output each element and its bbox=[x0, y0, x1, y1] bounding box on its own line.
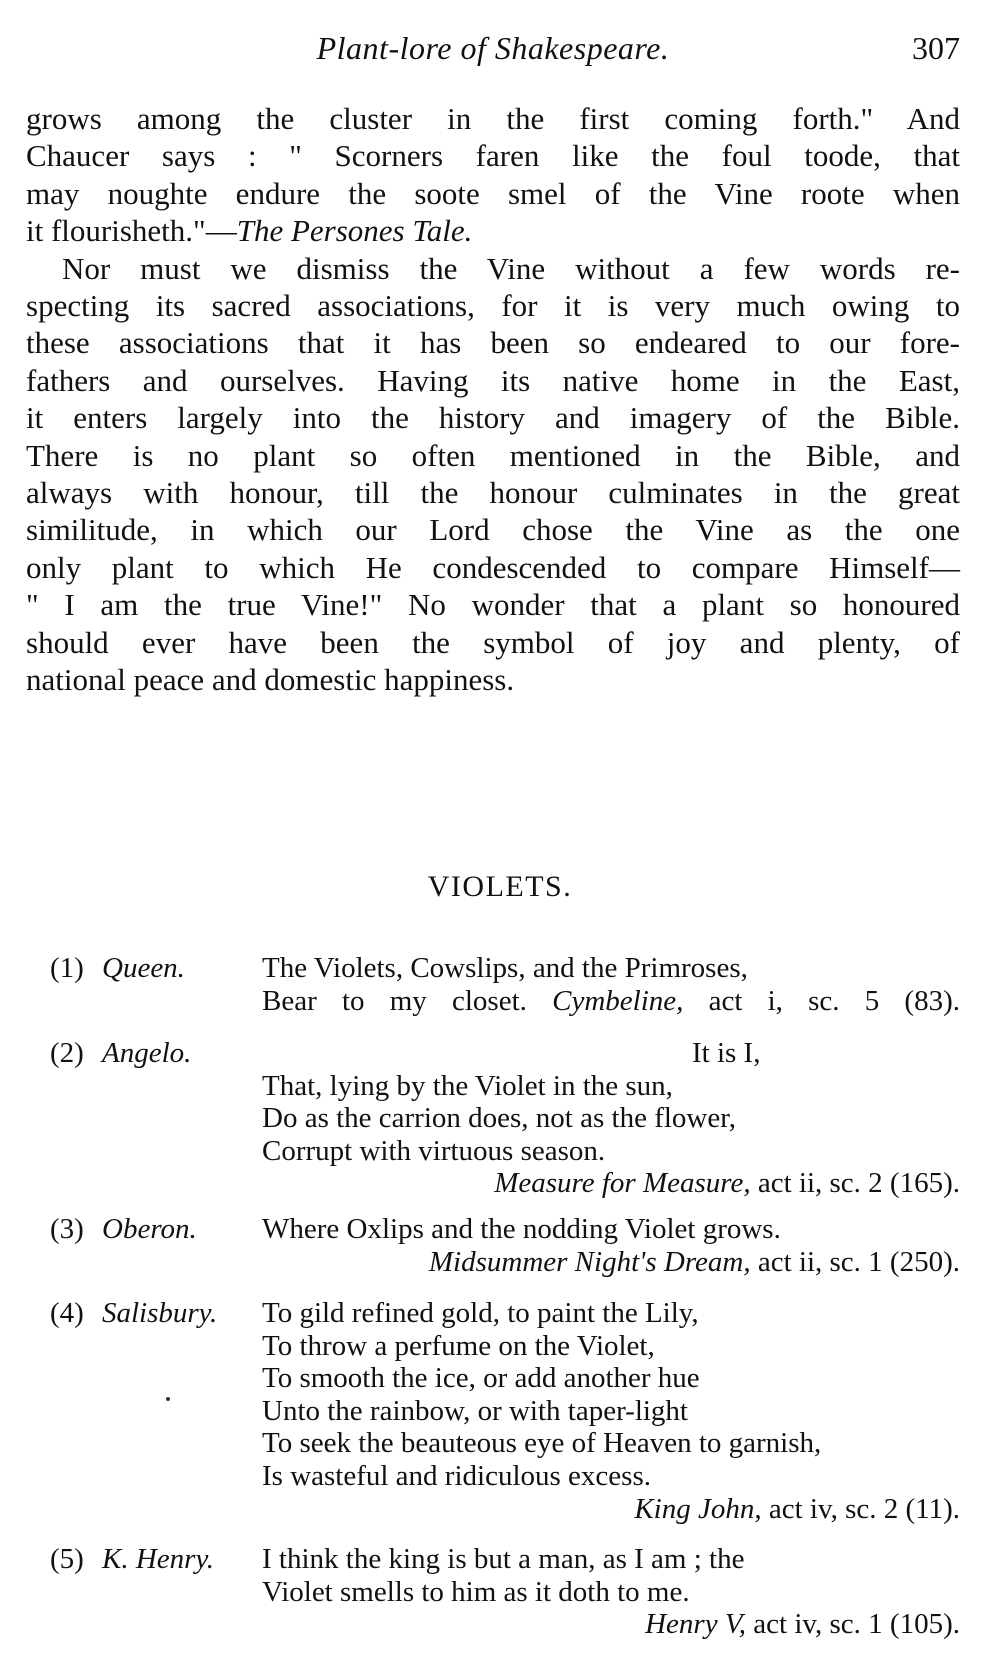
paragraph-2-line-11: should ever have been the symbol of joy and plenty, of bbox=[26, 624, 960, 660]
quote-number: (1) bbox=[50, 952, 84, 984]
source-citation bbox=[262, 1608, 960, 1641]
verse-line: Do as the carrion does, not as the flower, bbox=[262, 1102, 736, 1135]
verse-line: Violet smells to him as it doth to me. bbox=[262, 1575, 690, 1608]
paragraph-1-line-4 bbox=[26, 212, 960, 249]
verse-line: Where Oxlips and the nodding Violet grows. bbox=[262, 1213, 781, 1245]
running-title: Plant-lore of Shakespeare. bbox=[316, 30, 670, 66]
quote-speaker: Queen. bbox=[102, 952, 185, 984]
paragraph-2-line-3: these associations that it has been so endeared to our fore- bbox=[26, 325, 960, 361]
verse-line: That, lying by the Violet in the sun, bbox=[262, 1069, 673, 1102]
source-reference: act i, sc. 5 (83). bbox=[683, 984, 960, 1017]
paragraph-2-line-4: fathers and ourselves. Having its native home in the East, bbox=[26, 362, 960, 398]
verse-line: To seek the beauteous eye of Heaven to garnish, bbox=[262, 1427, 822, 1460]
paragraph-2-line-2: specting its sacred associations, for it is very much owing to bbox=[26, 288, 960, 324]
source-reference: act iv, sc. 1 (105). bbox=[746, 1608, 960, 1641]
source-reference: act ii, sc. 1 (250). bbox=[750, 1245, 960, 1278]
body-text bbox=[26, 100, 960, 699]
paragraph-2-line-5: it enters largely into the history and imagery of the Bible. bbox=[26, 400, 960, 436]
verse-line-with-source bbox=[262, 985, 960, 1018]
quote-speaker: Salisbury. bbox=[102, 1297, 218, 1329]
verse-line: Is wasteful and ridiculous excess. bbox=[262, 1459, 651, 1492]
source-citation bbox=[262, 1167, 960, 1200]
quote-verse bbox=[262, 952, 960, 1017]
source-title: Measure for Measure, bbox=[494, 1167, 751, 1200]
paragraph-1-line-4-text: it flourisheth."— bbox=[26, 213, 237, 249]
section-title: VIOLETS. bbox=[427, 870, 573, 903]
paragraph-1-line-3: may noughte endure the soote smel of the Vine roote when bbox=[26, 175, 960, 211]
page-number: 307 bbox=[912, 30, 960, 66]
quote-number: (2) bbox=[50, 1037, 84, 1069]
quote-verse bbox=[262, 1543, 960, 1641]
paragraph-2-line-6: There is no plant so often mentioned in the Bible, and bbox=[26, 437, 960, 473]
quote-speaker: Oberon. bbox=[102, 1213, 197, 1245]
quote-speaker: Angelo. bbox=[102, 1037, 192, 1069]
verse-line: To gild refined gold, to paint the Lily, bbox=[262, 1297, 699, 1329]
quote-verse bbox=[262, 1213, 960, 1278]
verse-line: Unto the rainbow, or with taper-light bbox=[262, 1394, 688, 1427]
verse-line: Corrupt with virtuous season. bbox=[262, 1134, 606, 1167]
verse-line: The Violets, Cowslips, and the Primroses, bbox=[262, 952, 748, 984]
source-title: Midsummer Night's Dream, bbox=[428, 1245, 751, 1278]
quote-verse bbox=[262, 1037, 960, 1200]
source-title: Cymbeline, bbox=[552, 984, 684, 1017]
paragraph-1-line-1: grows among the cluster in the first coming forth." And bbox=[26, 101, 960, 136]
paragraph-2-line-8: similitude, in which our Lord chose the Vine as the one bbox=[26, 512, 960, 548]
quote-number: (3) bbox=[50, 1213, 84, 1245]
paragraph-2-line-1: Nor must we dismiss the Vine without a few words re- bbox=[62, 250, 960, 286]
quote-number: (4) bbox=[50, 1297, 84, 1329]
paragraph-1-line-2: Chaucer says : " Scorners faren like the foul toode, that bbox=[26, 138, 960, 174]
verse-line-text: Bear to my closet. bbox=[262, 984, 527, 1017]
source-reference: act ii, sc. 2 (165). bbox=[750, 1167, 960, 1200]
print-speck bbox=[166, 1397, 170, 1401]
paragraph-2-line-10: " I am the true Vine!" No wonder that a plant so honoured bbox=[26, 587, 960, 623]
source-title: Henry V, bbox=[645, 1608, 747, 1641]
quote-number: (5) bbox=[50, 1543, 84, 1575]
verse-line: To throw a perfume on the Violet, bbox=[262, 1329, 655, 1362]
quote-verse bbox=[262, 1297, 960, 1525]
running-head bbox=[26, 30, 960, 78]
verse-line: It is I, bbox=[692, 1037, 761, 1069]
verse-line: I think the king is but a man, as I am ; the bbox=[262, 1543, 745, 1575]
paragraph-2-line-9: only plant to which He condescended to compare Himself— bbox=[26, 549, 960, 585]
work-title-persones-tale: The Persones Tale. bbox=[236, 213, 473, 249]
verse-line: To smooth the ice, or add another hue bbox=[262, 1362, 700, 1395]
quote-speaker: K. Henry. bbox=[102, 1543, 214, 1575]
source-reference: act iv, sc. 2 (11). bbox=[761, 1492, 960, 1525]
source-citation bbox=[262, 1493, 960, 1526]
source-citation bbox=[262, 1246, 960, 1279]
paragraph-2-line-7: always with honour, till the honour culminates in the great bbox=[26, 475, 960, 511]
paragraph-2-line-12: national peace and domestic happiness. bbox=[26, 662, 515, 698]
source-title: King John, bbox=[634, 1492, 762, 1525]
